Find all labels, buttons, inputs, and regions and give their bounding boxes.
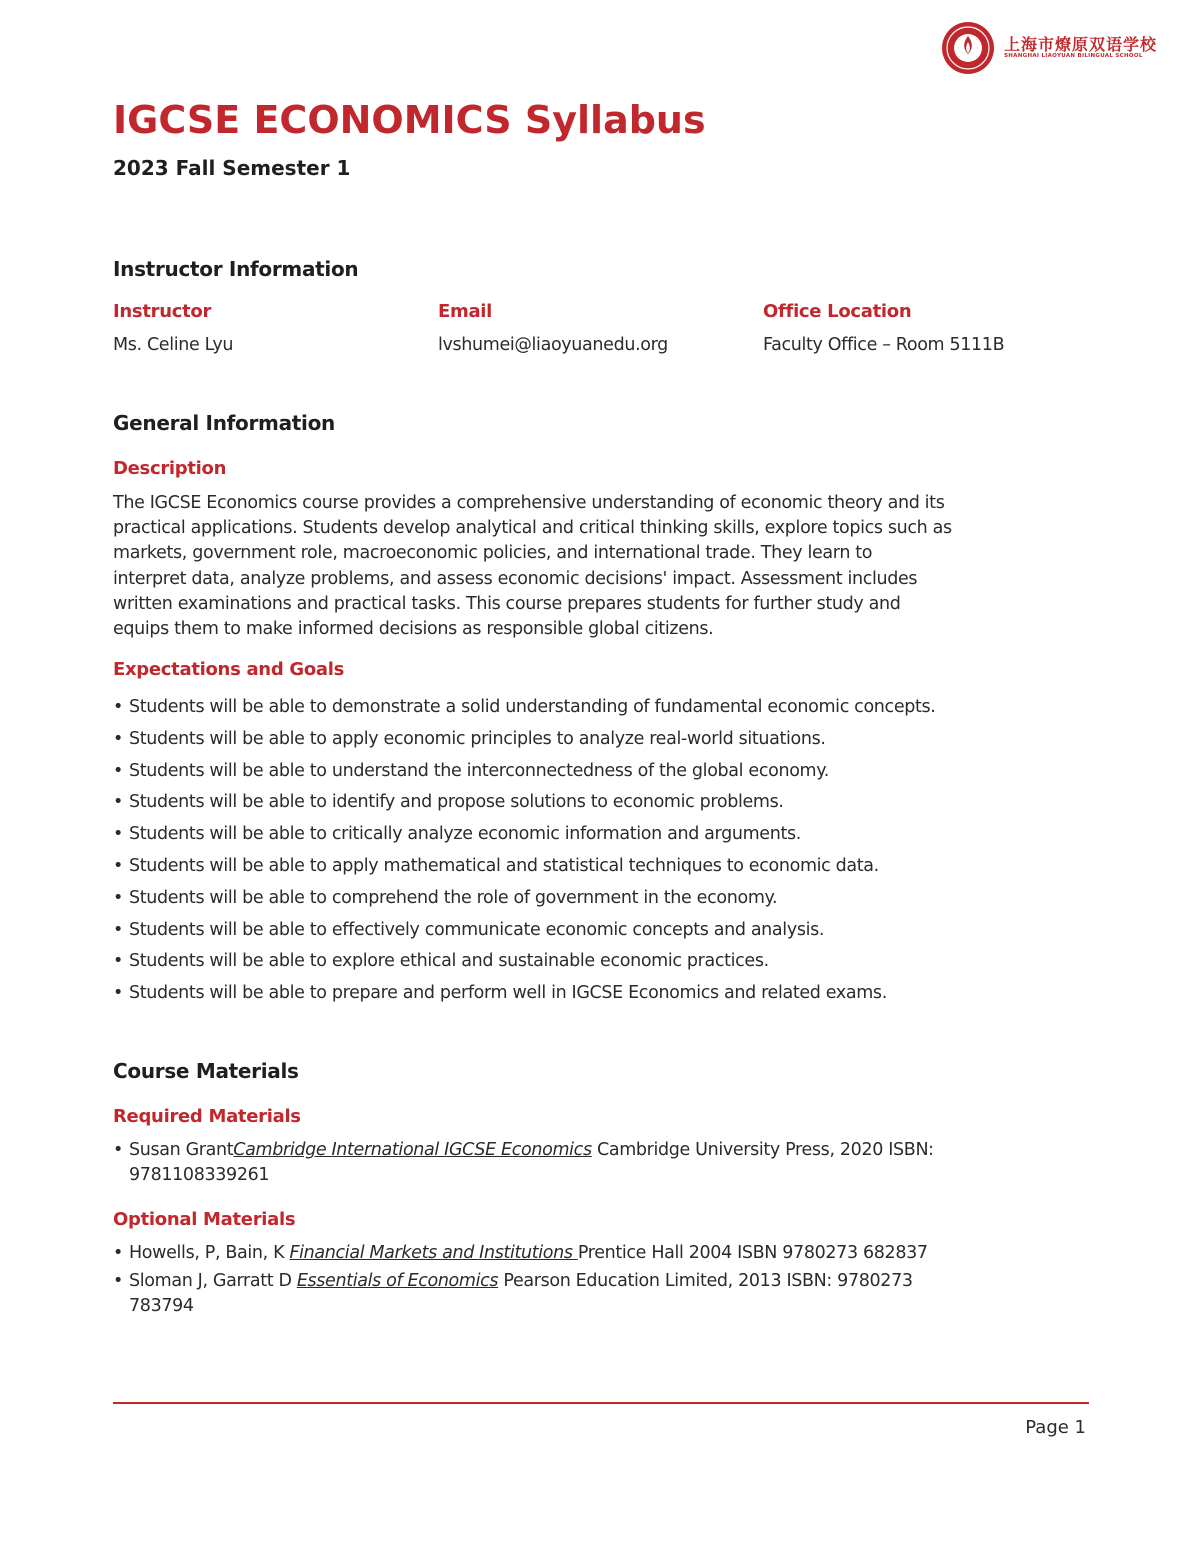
- list-item: • Students will be able to prepare and perform well in IGCSE Economics and related exams.: [113, 980, 936, 1012]
- bullet-icon: •: [113, 760, 123, 781]
- goals-list: [113, 694, 936, 1012]
- logo-text-cn: 上海市燎原双语学校: [1004, 35, 1158, 54]
- required-materials-label: Required Materials: [113, 1106, 301, 1127]
- list-item: • Students will be able to apply economic principles to analyze real-world situations.: [113, 726, 936, 758]
- office-location-label: Office Location: [763, 301, 912, 322]
- list-item: • Students will be able to explore ethical and sustainable economic practices.: [113, 948, 936, 980]
- bullet-icon: •: [113, 792, 123, 813]
- bullet-icon: •: [113, 951, 123, 972]
- bullet-icon: •: [113, 983, 123, 1004]
- footer-divider: [113, 1402, 1089, 1404]
- description-line: practical applications. Students develop analytical and critical thinking skills, explore topics such as: [113, 518, 952, 539]
- book-title: Cambridge International IGCSE Economics: [233, 1140, 592, 1160]
- required-material-item: • Susan GrantCambridge International IGCSE Economics Cambridge University Press, 2020 ISBN: 9781108339261: [113, 1140, 934, 1185]
- bullet-icon: •: [113, 824, 123, 845]
- description-text: [113, 491, 1103, 642]
- email-value[interactable]: lvshumei@liaoyuanedu.org: [438, 335, 668, 355]
- page-subtitle: 2023 Fall Semester 1: [113, 156, 351, 180]
- list-item: • Students will be able to understand the interconnectedness of the global economy.: [113, 758, 936, 790]
- course-materials-heading: Course Materials: [113, 1059, 299, 1083]
- bullet-icon: •: [113, 887, 123, 908]
- bullet-icon: •: [113, 919, 123, 940]
- email-label: Email: [438, 301, 493, 322]
- school-logo: [940, 20, 1165, 76]
- optional-material-item: • Sloman J, Garratt D Essentials of Economics Pearson Education Limited, 2013 ISBN: 9780273 783794: [113, 1271, 913, 1316]
- instructor-value: Ms. Celine Lyu: [113, 335, 234, 355]
- page-number: Page 1: [1025, 1417, 1086, 1438]
- bullet-icon: •: [113, 1243, 123, 1263]
- description-label: Description: [113, 458, 227, 479]
- optional-material-item: • Howells, P, Bain, K Financial Markets and Institutions Prentice Hall 2004 ISBN 9780273 682837: [113, 1241, 928, 1266]
- instructor-info-heading: Instructor Information: [113, 257, 359, 281]
- description-line: written examinations and practical tasks. This course prepares students for further study and: [113, 593, 901, 614]
- bullet-icon: •: [113, 855, 123, 876]
- bullet-icon: •: [113, 728, 123, 749]
- bullet-icon: •: [113, 1140, 123, 1160]
- page-title: IGCSE ECONOMICS Syllabus: [113, 98, 706, 142]
- list-item: • Students will be able to critically analyze economic information and arguments.: [113, 821, 936, 853]
- goals-label: Expectations and Goals: [113, 659, 345, 680]
- list-item: • Students will be able to identify and propose solutions to economic problems.: [113, 789, 936, 821]
- office-location-value: Faculty Office – Room 5111B: [763, 335, 1005, 355]
- description-line: equips them to make informed decisions as responsible global citizens.: [113, 619, 714, 640]
- instructor-label: Instructor: [113, 301, 212, 322]
- description-line: The IGCSE Economics course provides a comprehensive understanding of economic theory and its: [113, 493, 945, 513]
- bullet-icon: •: [113, 1271, 123, 1291]
- general-info-heading: General Information: [113, 411, 335, 435]
- book-title: Financial Markets and Institutions: [289, 1243, 578, 1263]
- list-item: • Students will be able to effectively communicate economic concepts and analysis.: [113, 917, 936, 949]
- optional-materials-label: Optional Materials: [113, 1209, 296, 1230]
- book-title: Essentials of Economics: [296, 1271, 499, 1291]
- bullet-icon: •: [113, 697, 123, 717]
- description-line: interpret data, analyze problems, and assess economic decisions' impact. Assessment includes: [113, 568, 918, 589]
- list-item: • Students will be able to apply mathematical and statistical techniques to economic data.: [113, 853, 936, 885]
- logo-text-en: SHANGHAI LIAOYUAN BILINGUAL SCHOOL: [1004, 53, 1143, 59]
- description-line: markets, government role, macroeconomic policies, and international trade. They learn to: [113, 543, 873, 564]
- list-item: • Students will be able to comprehend the role of government in the economy.: [113, 885, 936, 917]
- list-item: • Students will be able to demonstrate a solid understanding of fundamental economic concepts.: [113, 694, 936, 726]
